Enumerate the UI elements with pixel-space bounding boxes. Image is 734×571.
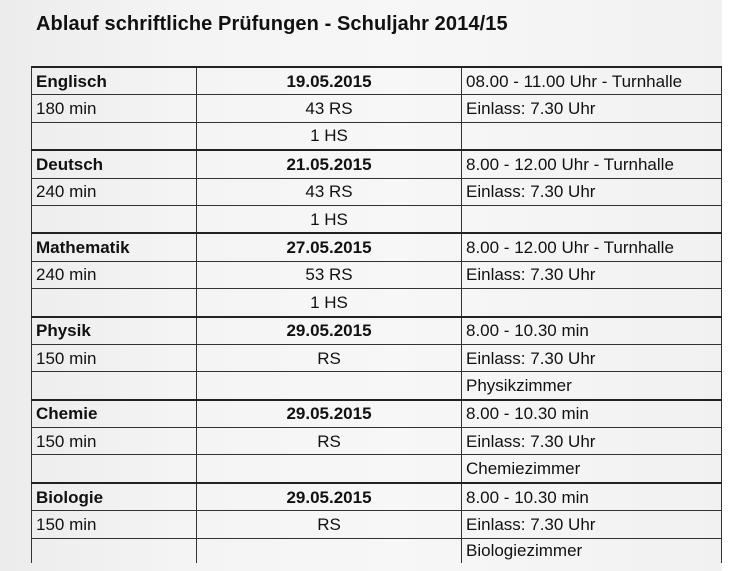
exam-group: 43 RS bbox=[197, 178, 462, 205]
exam-group: RS bbox=[197, 428, 462, 455]
exam-date: 29.05.2015 bbox=[197, 317, 462, 345]
exam-group bbox=[197, 372, 462, 400]
exam-group: RS bbox=[197, 344, 462, 371]
exam-detail-row bbox=[32, 95, 722, 122]
exam-entry: Einlass: 7.30 Uhr bbox=[462, 511, 722, 538]
exam-extra-row bbox=[32, 372, 722, 400]
exam-time: 8.00 - 10.30 min bbox=[462, 317, 722, 345]
exam-extra-row bbox=[32, 538, 722, 563]
empty-cell bbox=[32, 289, 197, 317]
exam-detail-row bbox=[32, 261, 722, 288]
empty-cell bbox=[32, 455, 197, 483]
exam-duration: 150 min bbox=[32, 511, 197, 538]
exam-group: 1 HS bbox=[197, 122, 462, 150]
exam-group bbox=[197, 538, 462, 563]
exam-subject: Physik bbox=[32, 317, 197, 345]
exam-header-row bbox=[32, 317, 722, 345]
exam-time: 8.00 - 10.30 min bbox=[462, 400, 722, 428]
exam-group: 1 HS bbox=[197, 205, 462, 233]
exam-header-row bbox=[32, 67, 722, 95]
exam-duration: 150 min bbox=[32, 344, 197, 371]
exam-time: 8.00 - 10.30 min bbox=[462, 483, 722, 511]
empty-cell bbox=[32, 538, 197, 563]
exam-detail-row bbox=[32, 344, 722, 371]
exam-schedule-table bbox=[31, 66, 722, 563]
exam-subject: Deutsch bbox=[32, 150, 197, 178]
empty-cell bbox=[32, 122, 197, 150]
exam-duration: 150 min bbox=[32, 428, 197, 455]
empty-cell bbox=[32, 205, 197, 233]
exam-detail-row bbox=[32, 178, 722, 205]
exam-duration: 180 min bbox=[32, 95, 197, 122]
exam-subject: Biologie bbox=[32, 483, 197, 511]
exam-entry: Einlass: 7.30 Uhr bbox=[462, 428, 722, 455]
exam-extra-row bbox=[32, 289, 722, 317]
exam-group: 43 RS bbox=[197, 95, 462, 122]
exam-duration: 240 min bbox=[32, 178, 197, 205]
exam-group: 53 RS bbox=[197, 261, 462, 288]
exam-detail-row bbox=[32, 428, 722, 455]
exam-group bbox=[197, 455, 462, 483]
exam-date: 27.05.2015 bbox=[197, 233, 462, 261]
exam-room bbox=[462, 289, 722, 317]
exam-room bbox=[462, 122, 722, 150]
exam-room: Chemiezimmer bbox=[462, 455, 722, 483]
exam-extra-row bbox=[32, 455, 722, 483]
exam-group: RS bbox=[197, 511, 462, 538]
empty-cell bbox=[32, 372, 197, 400]
exam-date: 29.05.2015 bbox=[197, 483, 462, 511]
exam-subject: Chemie bbox=[32, 400, 197, 428]
exam-subject: Englisch bbox=[32, 67, 197, 95]
exam-extra-row bbox=[32, 205, 722, 233]
exam-room: Biologiezimmer bbox=[462, 538, 722, 563]
exam-entry: Einlass: 7.30 Uhr bbox=[462, 95, 722, 122]
exam-time: 8.00 - 12.00 Uhr - Turnhalle bbox=[462, 233, 722, 261]
exam-header-row bbox=[32, 233, 722, 261]
exam-room bbox=[462, 205, 722, 233]
exam-subject: Mathematik bbox=[32, 233, 197, 261]
exam-time: 8.00 - 12.00 Uhr - Turnhalle bbox=[462, 150, 722, 178]
exam-detail-row bbox=[32, 511, 722, 538]
document-title: Ablauf schriftliche Prüfungen - Schuljahr 2014/15 bbox=[36, 13, 508, 35]
exam-time: 08.00 - 11.00 Uhr - Turnhalle bbox=[462, 67, 722, 95]
exam-date: 21.05.2015 bbox=[197, 150, 462, 178]
exam-date: 29.05.2015 bbox=[197, 400, 462, 428]
exam-group: 1 HS bbox=[197, 289, 462, 317]
exam-room: Physikzimmer bbox=[462, 372, 722, 400]
exam-extra-row bbox=[32, 122, 722, 150]
exam-date: 19.05.2015 bbox=[197, 67, 462, 95]
exam-entry: Einlass: 7.30 Uhr bbox=[462, 178, 722, 205]
exam-duration: 240 min bbox=[32, 261, 197, 288]
exam-header-row bbox=[32, 400, 722, 428]
exam-entry: Einlass: 7.30 Uhr bbox=[462, 344, 722, 371]
exam-entry: Einlass: 7.30 Uhr bbox=[462, 261, 722, 288]
exam-header-row bbox=[32, 150, 722, 178]
exam-header-row bbox=[32, 483, 722, 511]
